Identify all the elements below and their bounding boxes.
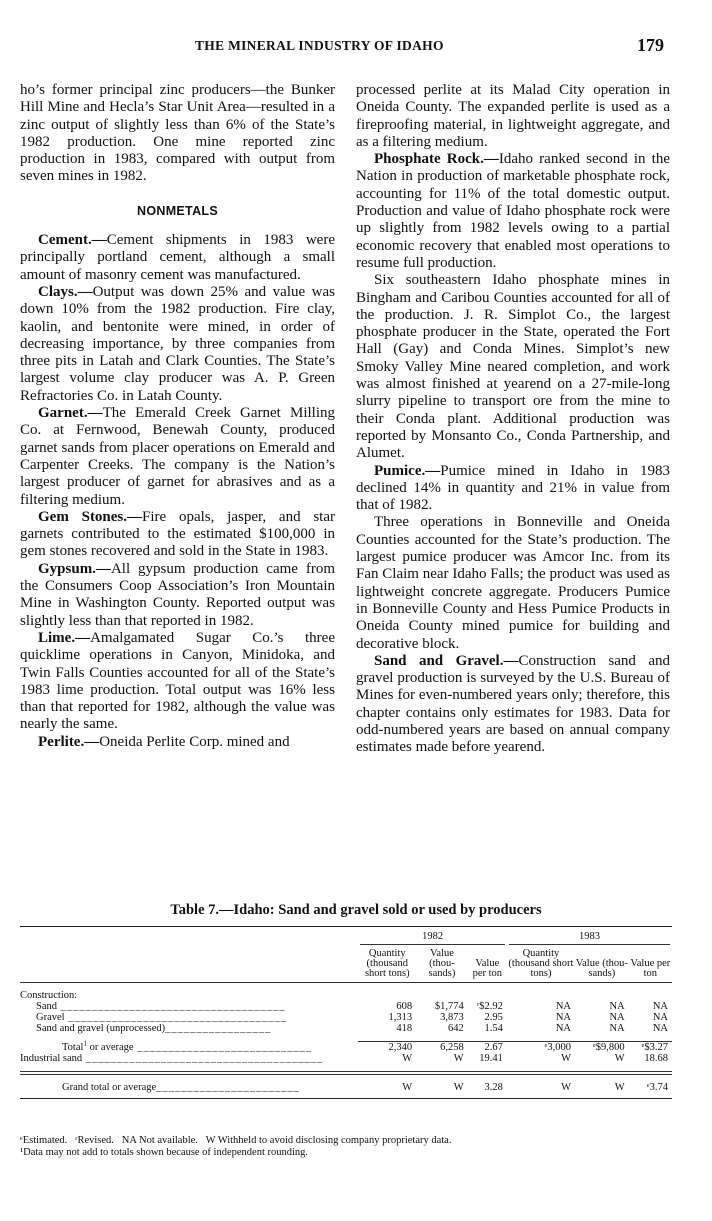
garnet-paragraph — [20, 405, 335, 509]
row-label: Sand — [36, 1001, 57, 1012]
year-header-row — [20, 930, 672, 945]
lime-text: Amalgamated Sugar Co.’s three quicklime operations in Canyon, Minidoka, and Twin Falls Counties accounted for all of the State’s 1983 lime production. Total output was 16% less than that reported for 1982, although the value was nearly the same. — [20, 629, 335, 733]
gypsum-heading: Gypsum.— — [38, 560, 111, 577]
quantity-1983-header: Quantity (thousand short tons) — [508, 948, 574, 979]
cell: NA — [609, 1012, 625, 1023]
zinc-paragraph: ho’s former principal zinc producers—the Bunker Hill Mine and Hecla’s Star Unit Area—resulted in a zinc output of slightly less than 6% of the State’s 1982 production. One mine reported zinc production in 1983, compared with output from seven mines in 1982. — [20, 82, 335, 185]
cell: 2.67 — [468, 1042, 507, 1054]
garnet-heading: Garnet.— — [38, 405, 103, 422]
construction-label: Construction: — [20, 990, 78, 1001]
clays-text: Output was down 25% and value was down 10% from the 1982 production. Fire clay, kaolin, and bentonite were mined, in order of decreasing importance, by three companies from three pits in Latah and Clark Counties. The State’s largest volume clay producer was A. P. Green Refractories Co. in Latah County. — [20, 283, 335, 404]
phosphate-paragraph — [356, 151, 670, 272]
total-label: Total — [62, 1042, 84, 1053]
gypsum-text: All gypsum production came from the Consumers Coop Association’s Iron Mountain Mine in Washington County. Reported output was slightly less than that reported in 1982. — [20, 560, 335, 629]
cell: W — [561, 1053, 571, 1064]
cell: 642 — [447, 1023, 464, 1034]
phosphate-mines-paragraph: Six southeastern Idaho phosphate mines in Bingham and Caribou Counties accounted for all of the production. J. R. Simplot Co., the largest phosphate producer in the State, operated the Fort Hall (Gay) and Conda Mines. Simplot’s new Smoky Valley Mine neared completion, and work was almost finished at yearend on a 27-mile-long slurry pipeline to transport ore from the mine to their Conda plant. Additional production was reported by Monsanto Co., Conda Partnership, and Alumet. — [356, 272, 670, 462]
year-1982-header: 1982 — [358, 930, 507, 945]
pumice-paragraph — [356, 463, 670, 515]
column-header-row — [20, 945, 672, 982]
cell: NA — [609, 1023, 625, 1034]
perlite-paragraph — [20, 734, 335, 751]
perlite-text: Oneida Perlite Corp. mined and — [99, 733, 290, 750]
cell: 19.41 — [479, 1053, 503, 1064]
cell: NA — [652, 1001, 668, 1012]
table-footnotes — [20, 1135, 680, 1159]
pumice-text: Pumice mined in Idaho in 1983 declined 14% in quantity and 21% in value from that of 1982. — [356, 462, 670, 514]
footnote-legend: ᵉEstimated. ʳRevised. NA Not available. W Withheld to avoid disclosing company proprietary data. — [20, 1135, 452, 1146]
cell: 2,340 — [358, 1042, 416, 1054]
cell: ᵉ3.74 — [646, 1082, 668, 1093]
cell: NA — [555, 1023, 571, 1034]
section-row-construction — [20, 990, 672, 1001]
grand-total-row: Grand total or average_______________________ W W 3.28 W W ᵉ3.74 — [20, 1082, 672, 1093]
cell: W — [614, 1082, 625, 1093]
sand-gravel-table — [20, 926, 672, 1099]
pumice-heading: Pumice.— — [374, 462, 441, 479]
left-column — [20, 82, 335, 751]
lime-heading: Lime.— — [38, 629, 91, 646]
footnote-rounding: ¹Data may not add to totals shown because of independent rounding. — [20, 1147, 309, 1158]
cell: 3.28 — [484, 1082, 503, 1093]
cell: ᵉ$3.27 — [629, 1042, 672, 1054]
cell: W — [453, 1082, 464, 1093]
row-label: Grand total or average — [62, 1082, 157, 1093]
sand-gravel-heading: Sand and Gravel.— — [374, 652, 519, 669]
table-row: Gravel ___________________________________ 1,313 3,873 2.95 NA NA NA — [20, 1012, 672, 1023]
cell: 6,258 — [416, 1042, 468, 1054]
pumice-operations-paragraph: Three operations in Bonneville and Oneida Counties accounted for the State’s production. The largest pumice producer was Amcor Inc. from its Fan Claim near Idaho Falls; the product was used as lightweight concrete aggregate. Producers Pumice in Bonneville County and Hess Pumice Products in Oneida County mined pumice for building and decorative block. — [356, 514, 670, 652]
cell: NA — [652, 1023, 668, 1034]
value-1982-header: Value (thou-sands) — [428, 948, 456, 979]
gem-stones-text: Fire opals, jasper, and star garnets contributed to the estimated $100,000 in gem stones recovered and sold in the State in 1983. — [20, 508, 335, 560]
row-label: Gravel — [36, 1012, 65, 1023]
cell: W — [561, 1082, 571, 1093]
cell: W — [614, 1053, 625, 1064]
right-column — [356, 82, 670, 757]
footnote-marker: 1 — [83, 1039, 87, 1048]
quantity-1982-header: Quantity (thousand short tons) — [364, 948, 410, 979]
section-heading-nonmetals: NONMETALS — [137, 203, 218, 218]
phosphate-heading: Phosphate Rock.— — [374, 151, 499, 168]
row-label: Industrial sand — [20, 1053, 83, 1064]
cement-text: Cement shipments in 1983 were principally portland cement, although a small amount of masonry cement was manufactured. — [20, 232, 335, 283]
table-row: Sand ____________________________________ 608 $1,774 ʳ$2.92 NA NA NA — [20, 1001, 672, 1012]
garnet-text: The Emerald Creek Garnet Milling Co. at Fernwood, Benewah County, produced garnet sands from placer operations on Emerald and Carpenter Creeks. The company is the Nation’s largest producer of garnet for abrasives and as a filtering medium. — [20, 405, 335, 508]
value-per-ton-1982-header: Value per ton — [472, 958, 503, 979]
perlite-continued-paragraph: processed perlite at its Malad City operation in Oneida County. The expanded perlite is used as a fireproofing material, in lightweight aggregate, and as a filtering medium. — [356, 82, 670, 150]
running-title: THE MINERAL INDUSTRY OF IDAHO — [195, 38, 444, 53]
total-row: Total$^1$ or average ____________________________ 2,340 6,258 2.67 ᵉ3,000 ᵉ$9,800 ᵉ$3.27 — [20, 1042, 672, 1054]
cell: W — [402, 1082, 413, 1093]
cell: 608 — [396, 1001, 413, 1012]
cell: ᵉ3,000 — [507, 1042, 575, 1054]
cell: 1.54 — [484, 1023, 503, 1034]
page-header — [0, 35, 712, 62]
cell: NA — [555, 1001, 571, 1012]
clays-heading: Clays.— — [38, 283, 93, 300]
perlite-heading: Perlite.— — [38, 733, 100, 750]
sand-gravel-paragraph — [356, 653, 670, 757]
cell: NA — [652, 1012, 668, 1023]
cell: W — [453, 1053, 464, 1064]
cell: NA — [609, 1001, 625, 1012]
value-per-ton-1983-header: Value per ton — [630, 958, 671, 979]
cell: 418 — [396, 1023, 413, 1034]
table-title: Table 7.—Idaho: Sand and gravel sold or used by producers — [170, 902, 542, 918]
cell: 1,313 — [388, 1012, 413, 1023]
sand-gravel-text: Construction sand and gravel production is surveyed by the U.S. Bureau of Mines for even-numbered years only; therefore, this chapter contains only estimates for 1983. Data for odd-numbered years are based on annual company estimates made before yearend. — [356, 652, 670, 756]
table-row: Sand and gravel (unprocessed)_________________ 418 642 1.54 NA NA NA — [20, 1023, 672, 1034]
industrial-sand-row: Industrial sand ______________________________________ W W 19.41 W W 18.68 — [20, 1053, 672, 1064]
phosphate-text: Idaho ranked second in the Nation in production of marketable phosphate rock, accounting for 11% of the total domestic output. Production and value of Idaho phosphate rock were up slightly from 1982 levels owing to a partial economic recovery that enabled most operations to resume full production. — [356, 151, 670, 271]
cell: NA — [555, 1012, 571, 1023]
gypsum-paragraph — [20, 561, 335, 630]
year-1983-header: 1983 — [507, 930, 672, 945]
value-1983-header: Value (thou-sands) — [575, 958, 628, 979]
page-number: 179 — [637, 35, 664, 55]
row-label: Sand and gravel (unprocessed) — [36, 1023, 166, 1034]
cement-paragraph — [20, 232, 335, 284]
cell: 18.68 — [644, 1053, 668, 1064]
cell: ᵉ$9,800 — [575, 1042, 629, 1054]
cement-heading: Cement.— — [38, 232, 107, 249]
lime-paragraph — [20, 630, 335, 734]
cell: $1,774 — [434, 1001, 464, 1012]
clays-paragraph — [20, 284, 335, 405]
cell: ʳ$2.92 — [476, 1001, 503, 1012]
gem-stones-paragraph — [20, 509, 335, 561]
cell: W — [402, 1053, 413, 1064]
cell: 2.95 — [484, 1012, 503, 1023]
total-label-rest: or average — [86, 1042, 134, 1053]
gem-stones-heading: Gem Stones.— — [38, 508, 143, 525]
cell: 3,873 — [440, 1012, 464, 1023]
